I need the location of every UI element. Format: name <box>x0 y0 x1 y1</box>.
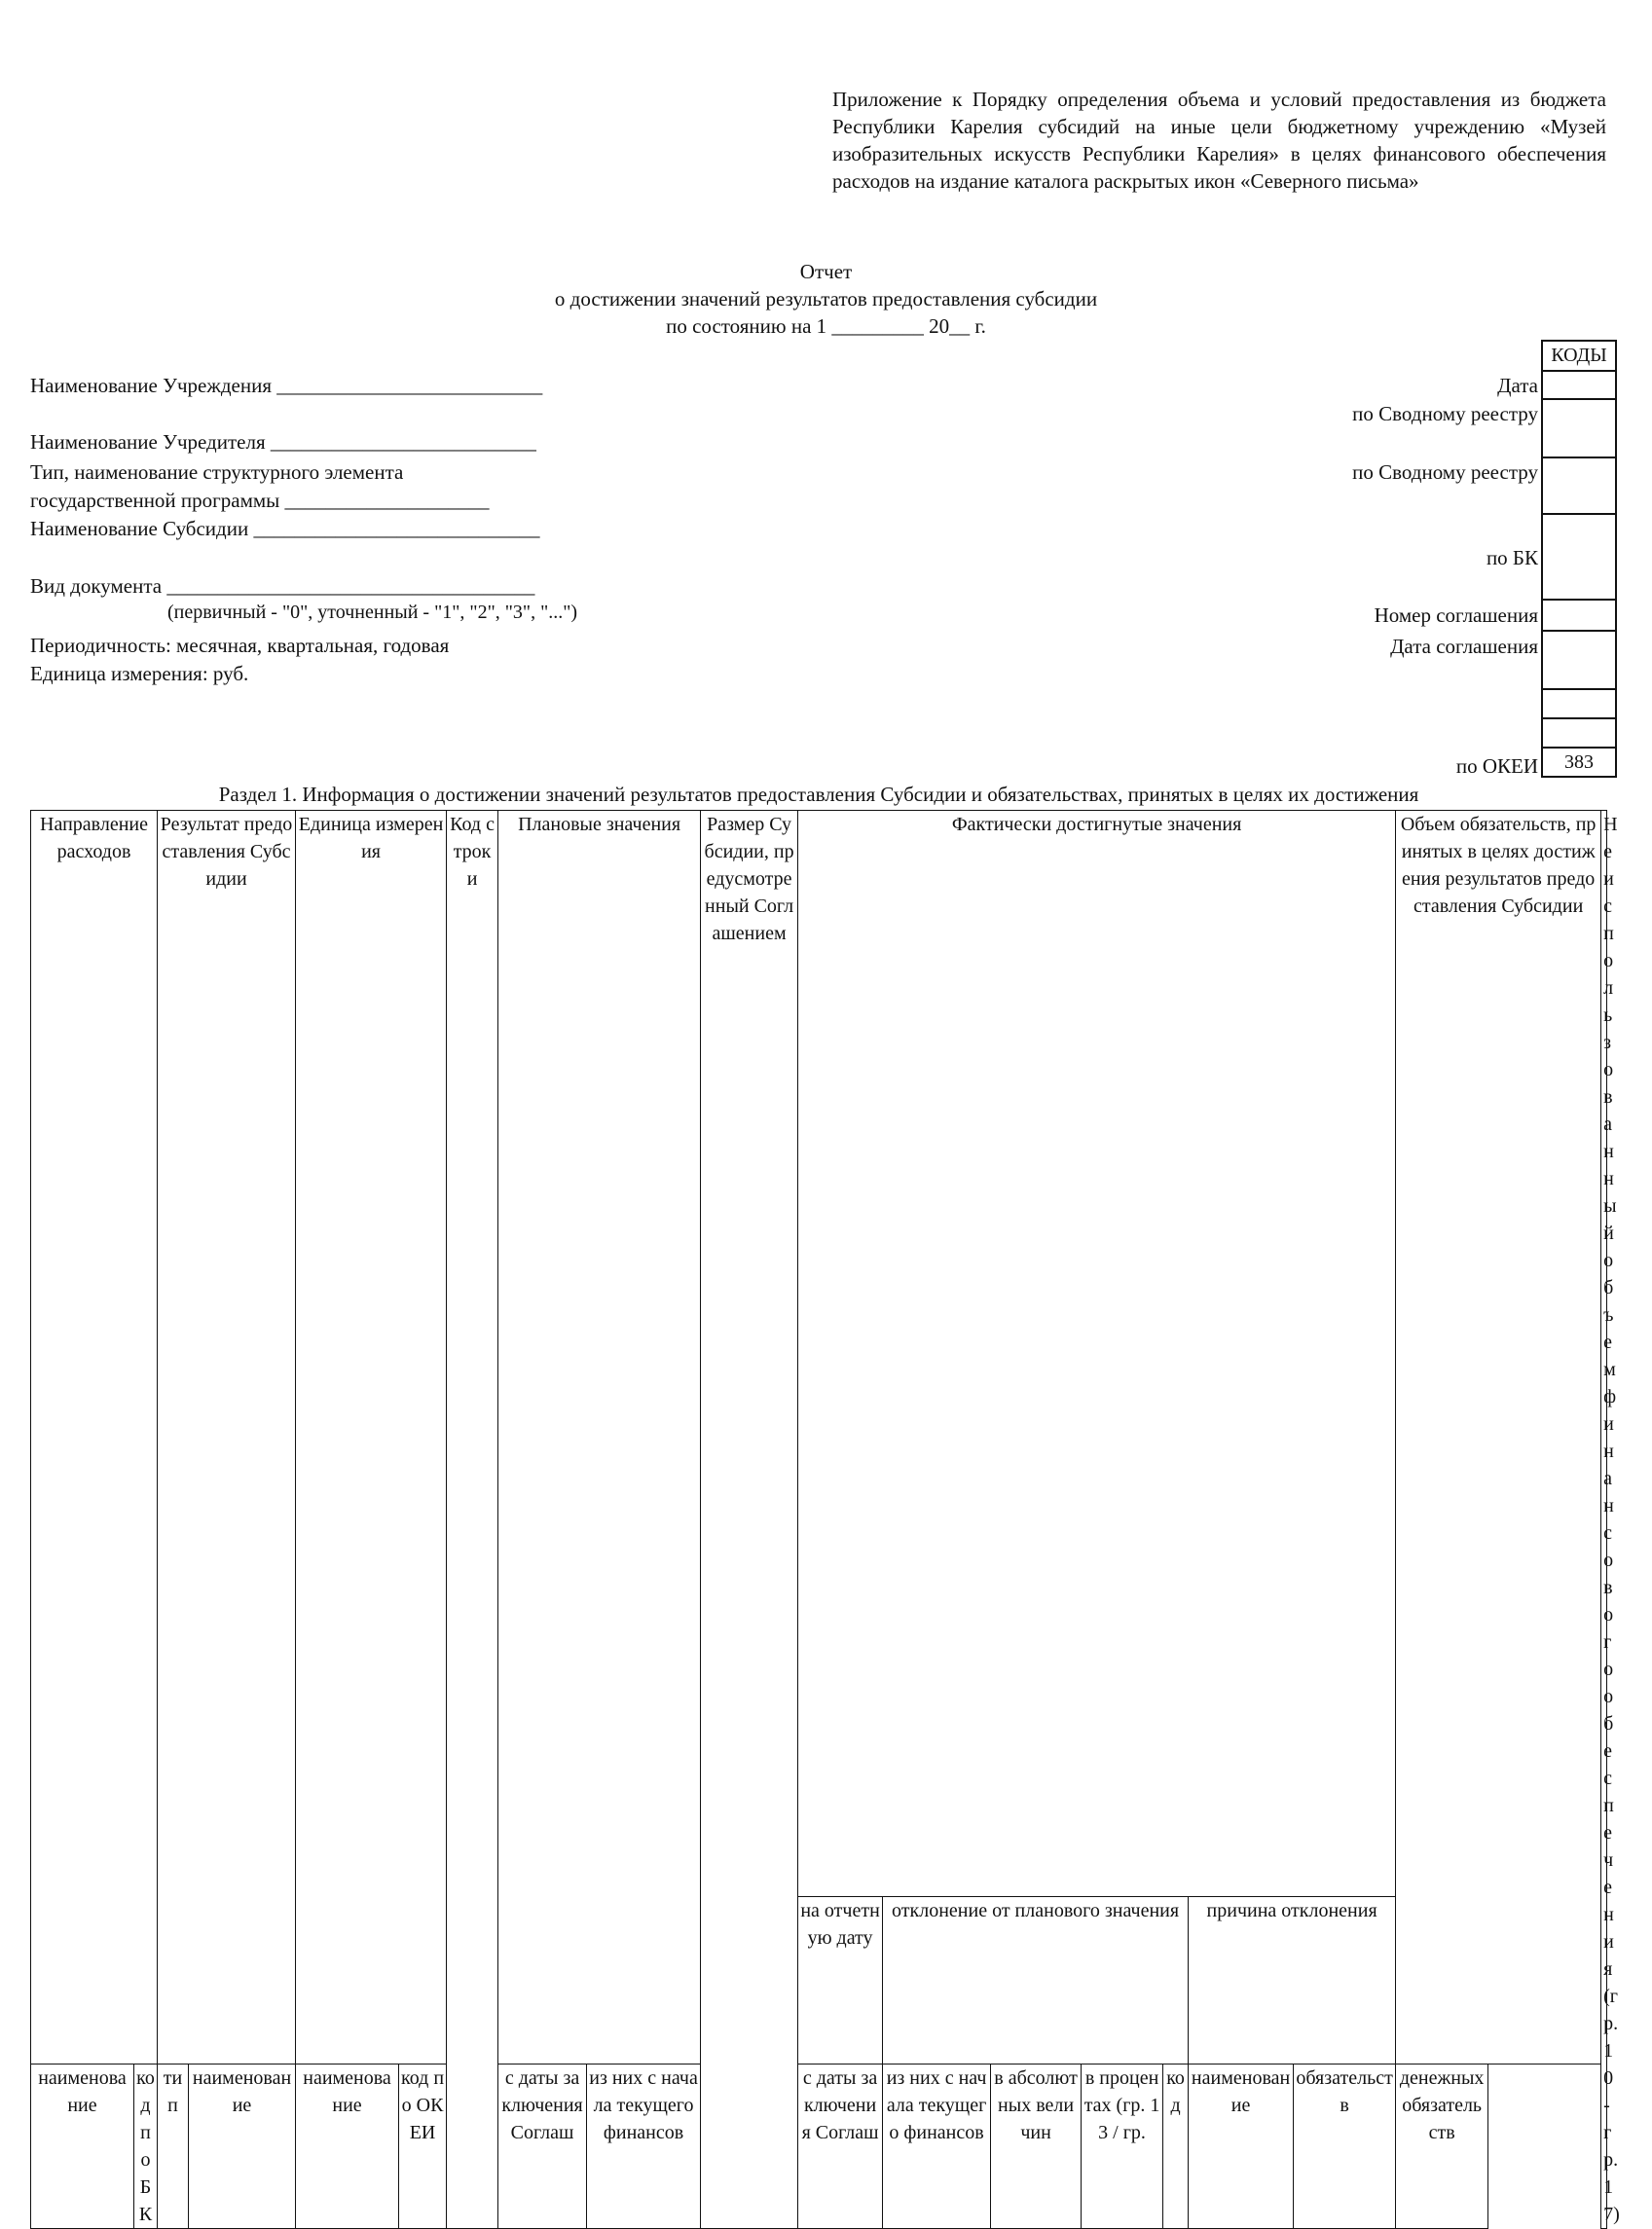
sub-unit-name: наименование <box>296 2065 399 2229</box>
sub-actual-current-year: из них с начала текущего финансов <box>883 2065 991 2229</box>
section-title: Раздел 1. Информация о достижении значений результатов предоставления Субсидии и обязательствах, принятых в целях их достижения <box>218 783 1419 806</box>
code-cell-agreement-number <box>1543 601 1615 632</box>
sub-deviation-percent: в процентах (гр. 13 / гр. <box>1082 2065 1163 2229</box>
code-label-date: Дата <box>1497 374 1538 397</box>
code-label-registry-2: по Сводному реестру <box>1352 460 1538 484</box>
sub-reason-code: код <box>1163 2065 1189 2229</box>
col-direction: Направление расходов <box>31 811 158 2065</box>
report-date-line: по состоянию на 1 _________ 20__ г. <box>666 314 986 338</box>
sub-reason-name: наименование <box>1189 2065 1294 2229</box>
sub-plan-current-year: из них с начала текущего финансов <box>587 2065 701 2229</box>
code-label-okei: по ОКЕИ <box>1455 754 1538 778</box>
code-cell-okei: 383 <box>1543 749 1615 778</box>
institution-field: Наименование Учреждения __________________________ <box>30 374 543 397</box>
appendix-text: Приложение к Порядку определения объема и условий предоставления из бюджета Республики Карелия субсидий на иные цели бюджетному учреждению «Музей изобразительных искусств Республики Карелия» в целях финансового обеспечения расходов на издание каталога раскрытых икон «Северного письма» <box>832 88 1606 193</box>
sub-result-type: тип <box>158 2065 189 2229</box>
sub-code-bk: код по БК <box>134 2065 158 2229</box>
col-deviation: отклонение от планового значения <box>883 1897 1189 2065</box>
codes-header: КОДЫ <box>1543 342 1615 372</box>
code-cell-registry-1 <box>1543 400 1615 458</box>
code-cell-bk <box>1543 515 1615 601</box>
code-label-agreement-number: Номер соглашения <box>1374 603 1538 627</box>
code-cell-extra <box>1543 690 1615 719</box>
results-table <box>30 810 1620 2229</box>
report-title: Отчет <box>799 260 853 283</box>
sub-okei-code: код по ОКЕИ <box>399 2065 447 2229</box>
code-label-registry-1: по Сводному реестру <box>1352 402 1538 425</box>
col-unused: Неиспользованный объем финансового обеспечения (гр. 10 - гр. 17) <box>1601 811 1607 2229</box>
sub-deviation-absolute: в абсолютных величин <box>991 2065 1082 2229</box>
code-label-bk: по БК <box>1486 546 1538 569</box>
code-cell-blank <box>1543 719 1615 749</box>
subsidy-field: Наименование Субсидии ____________________________ <box>30 517 540 540</box>
col-obligations: Объем обязательств, принятых в целях достижения результатов предоставления Субсидии <box>1396 811 1601 2065</box>
code-cell-registry-2 <box>1543 458 1615 515</box>
col-subsidy-size: Размер Субсидии, предусмотренный Соглашением <box>701 811 798 2229</box>
col-unit: Единица измерения <box>296 811 447 2065</box>
sub-monetary-obligations: денежных обязательств <box>1396 2065 1488 2229</box>
code-cell-date <box>1543 372 1615 400</box>
sub-plan-from-agreement: с даты заключения Соглаш <box>498 2065 587 2229</box>
sub-actual-from-agreement: с даты заключения Соглаш <box>798 2065 883 2229</box>
code-cell-agreement-date <box>1543 632 1615 690</box>
unit-field: Единица измерения: руб. <box>30 662 249 685</box>
program-field: государственной программы ____________________ <box>30 489 490 512</box>
col-reason: причина отклонения <box>1189 1897 1396 2065</box>
doc-type-hint: (первичный - "0", уточненный - "1", "2", "3", "...") <box>167 602 578 623</box>
code-label-agreement-date: Дата соглашения <box>1390 635 1538 658</box>
col-actual: Фактически достигнутые значения <box>798 811 1396 1897</box>
periodicity-field: Периодичность: месячная, квартальная, годовая <box>30 634 450 657</box>
sub-obligations: обязательств <box>1294 2065 1396 2229</box>
codes-column <box>1541 340 1617 778</box>
sub-direction-name: наименование <box>31 2065 134 2229</box>
program-field-label: Тип, наименование структурного элемента <box>30 460 404 484</box>
col-result: Результат предоставления Субсидии <box>158 811 296 2065</box>
sub-result-name: наименование <box>189 2065 296 2229</box>
col-row-code: Код строки <box>447 811 498 2229</box>
report-subtitle: о достижении значений результатов предоставления субсидии <box>554 287 1098 311</box>
founder-field: Наименование Учредителя __________________________ <box>30 430 536 454</box>
col-on-date: на отчетную дату <box>798 1897 883 2065</box>
doc-type-field: Вид документа ____________________________________ <box>30 574 535 598</box>
col-planned: Плановые значения <box>498 811 701 2065</box>
